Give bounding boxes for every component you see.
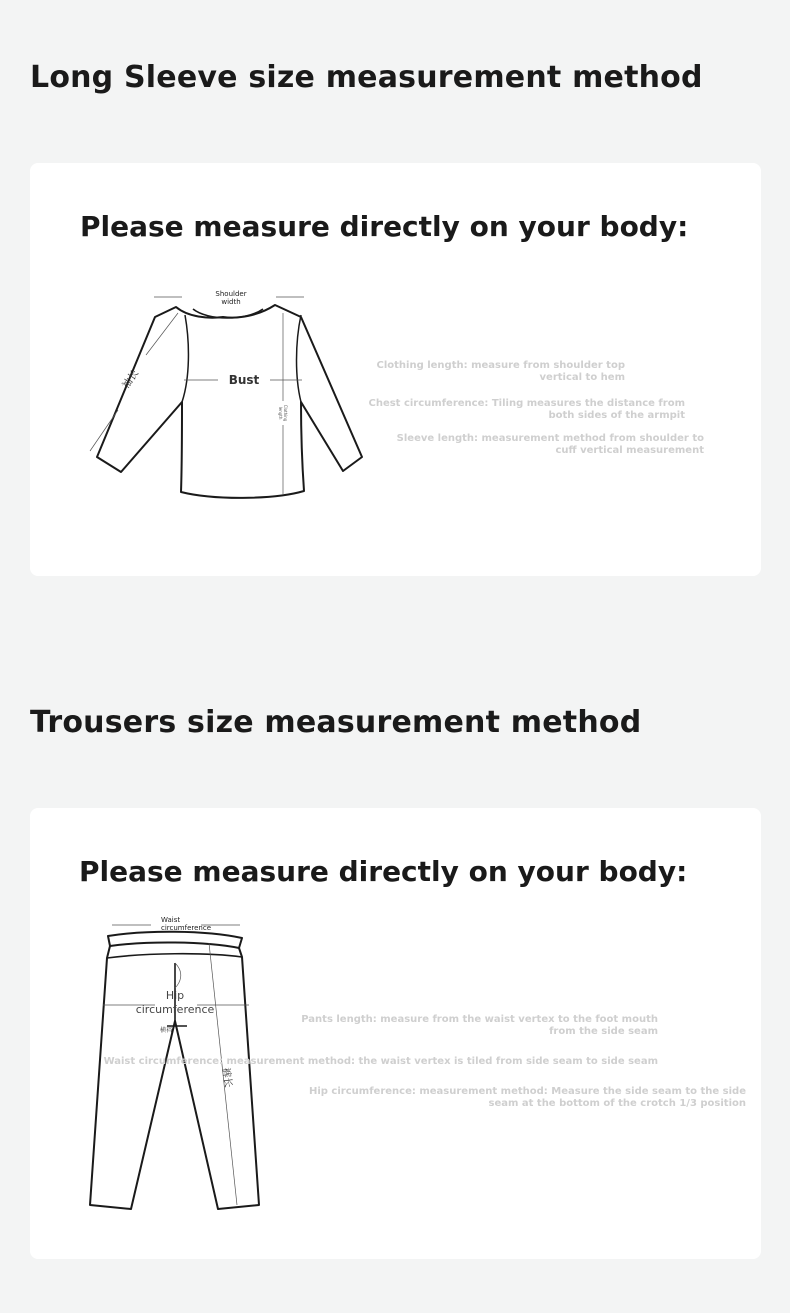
long-sleeve-shirt-drawing xyxy=(58,283,398,503)
pants-length-note: Pants length: measure from the waist vertex to the foot mouth from the side seam xyxy=(301,1014,658,1037)
waist-label-2: circumference xyxy=(161,924,212,932)
long-sleeve-heading: Please measure directly on your body: xyxy=(80,210,689,243)
clothing-length-label-1: Clothing xyxy=(283,404,288,422)
crotch-label: 横裆 xyxy=(160,1027,173,1034)
sleeve-length-note: Sleeve length: measurement method from shoulder to cuff vertical measurement xyxy=(396,433,704,456)
clothing-length-note: Clothing length: measure from shoulder top vertical to hem xyxy=(376,360,625,383)
hip-circumference-note: Hip circumference: measurement method: Measure the side seam to the side seam at the bottom of the crotch 1/3 position xyxy=(309,1086,746,1109)
long-sleeve-diagram xyxy=(58,283,398,503)
trousers-card xyxy=(30,808,761,1259)
sleeve-length-label: 袖长 xyxy=(120,368,142,391)
chest-circumference-note: Chest circumference: Tiling measures the distance from both sides of the armpit xyxy=(368,398,685,421)
long-sleeve-card xyxy=(30,163,761,576)
waist-label-1: Waist xyxy=(161,916,181,924)
hip-label-1: Hip xyxy=(165,989,185,1002)
pants-length-label: 裤长 xyxy=(219,1066,234,1089)
bust-label: Bust xyxy=(228,373,260,387)
trousers-section-title: Trousers size measurement method xyxy=(30,705,642,740)
hip-label-2: circumference xyxy=(135,1003,215,1016)
clothing-length-label-2: length xyxy=(278,406,283,420)
shoulder-width-label-2: width xyxy=(221,298,241,306)
long-sleeve-section-title: Long Sleeve size measurement method xyxy=(30,60,703,95)
waist-circumference-note: Waist circumference: measurement method: the waist vertex is tiled from side seam to side seam xyxy=(103,1056,658,1067)
trousers-heading: Please measure directly on your body: xyxy=(79,855,688,888)
shoulder-width-label-1: Shoulder xyxy=(215,290,247,298)
